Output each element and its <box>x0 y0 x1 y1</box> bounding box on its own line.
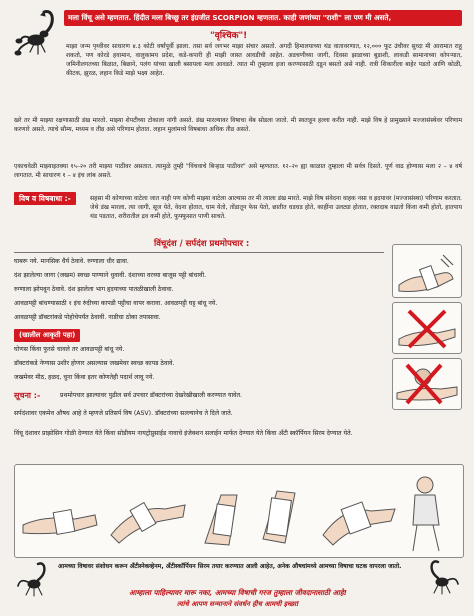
cross-mark-icon <box>393 303 461 353</box>
footer-line-1: आम्हाला पाहिल्यावर मारू नका, आमच्या विषाची गरज तुम्हाला जीवदानासाठी आहे! <box>129 588 347 597</box>
poison-heading: विष व विषबाधा :- <box>14 192 76 205</box>
firstaid-heading: विंचूदंश / सर्पदंश प्रथमोपचार : <box>154 239 250 249</box>
note-item: सर्पदंशावर एकमेव औषध आहे ते म्हणजे प्रतिसर्प विष (ASV). डॉक्टरांच्या सल्ल्यानेच ते दिले जाते. <box>14 410 233 417</box>
header-title-bar: मला विंचू असे म्हणतात. हिंदीत मला बिच्छू तर इंग्रजीत SCORPION म्हणतात. काही जणांच्या "राशी" ला पण मी असते, <box>64 10 462 26</box>
closing-text: आमच्या विषावर संशोधन करून ॲंटीस्नेकव्हेनम, ॲंटीस्कॉर्पियन सिरम तयार करण्यात आली आहेत, अनेक औषधांमध्ये आमच्या विषाचा घटक वापरला जातो. <box>58 563 402 570</box>
intro-paragraph-3: एकाचवेळी माझ्याइतक्या १५–२० तरी माझ्या पाठीवर असतात. त्यामुळे तुम्ही "विंचवाचे बिऱ्हाड पाठीवर" असे म्हणतात. १२–२० ह्या काळात तुम्हाला मी सर्वत्र दिसते. पूर्ण वाढ होण्यास मला २ – ४ वर्ष लागतात. मी साधारण १ – ४ इंच लांब असते. <box>14 163 462 180</box>
firstaid-item: घाबरू नये. मानसिक धैर्य ठेवावे. रुग्णाला धीर द्यावा. <box>14 258 129 265</box>
rashi-tag: "वृश्चिक"! <box>210 31 248 41</box>
note-item: प्रथमोपचार झाल्यावर पुढील सर्व उपचार डॉक्टरांच्या देखरेखीखाली करण्यात यावेत. <box>60 392 242 399</box>
document-page <box>14 6 462 610</box>
dont-item: जखमेवर मीठ, हळद, चुना किंवा इतर कोणतेही पदार्थ लावू नये. <box>14 374 155 381</box>
cross-mark-icon <box>393 359 461 409</box>
divider <box>14 252 384 253</box>
figure-no-suck <box>392 358 462 410</box>
firstaid-item: रुग्णाला झोपवून ठेवावे. दंश झालेला भाग हृदयाच्या पातळीखाली ठेवावा. <box>14 286 174 293</box>
figure-no-cut <box>392 302 462 354</box>
dont-heading: (खालील आकृती पहा) <box>14 329 80 342</box>
dont-item: घोणस किंवा फुरसे चावले तर आवळपट्टी बांधू नये. <box>14 346 125 353</box>
poison-text: सहसा मी कोणाच्या वाटेला जात नाही पण कोणी माझ्या वाटेला आल्यास तर मी त्याला डंख मारते. माझे विष संवेदना वाहक नसा व ह्रदयावर (मज्जासंस्था) परिणाम करतात. जेथे डंख मारला, त्या जागी, सूज येते, वेदना होतात, घाम येतो, तोंडातून फेस येतो, छातीत धडधड होते, काहींना उलट्या होतात, रक्तदाब वाढतो किंवा कमी होतो, हातपाय थंड पडतात, शरीरातील द्रव कमी होते, फुफ्फुसात पाणी साचते. <box>90 195 462 221</box>
hand-bandage-icon <box>393 245 461 297</box>
footer-line-2: त्यांचे आपण सन्मानाने संवर्धन हीच आमची इच्छा! <box>176 600 300 608</box>
figure-bandage-hand <box>392 244 462 298</box>
firstaid-item: आवळपट्टी डॉक्टरांकडे पोहोचेपर्यंत ठेवावी. नाडीचा ठोका तपासावा. <box>14 314 161 321</box>
first-aid-steps-illustration <box>15 465 463 557</box>
note-item: विंचू दंशावर प्राझोसिन गोळी देण्यात येते किंवा सोडीयम नायट्रोप्रुसाईड नावाचे इंजेक्शन सलाईन मार्फत देण्यात येते किंवा ॲंटी स्कॉर्पियन सिरम देण्यात येते. <box>14 430 353 437</box>
firstaid-item: दंश झालेल्या जागा (जखम) स्वच्छ पाण्याने धुवावी. दंशाच्या वरच्या बाजूस पट्टी बांधावी. <box>14 272 207 279</box>
note-heading: सूचना :- <box>14 391 41 400</box>
dont-item: डॉक्टरांकडे नेण्यास उशीर होणार असल्यास जखमेवर स्वच्छ कापड ठेवावे. <box>14 360 175 367</box>
scorpion-illustration-top <box>14 6 66 58</box>
firstaid-item: आवळपट्टी बांधण्यासाठी १ इंच रुंदीच्या कापडी पट्टीचा वापर करावा. आवळपट्टी घट्ट बांधू नये. <box>14 300 218 307</box>
intro-paragraph-1: माझा जन्म पृथ्वीवर साधारण ४.३ कोटी वर्षांपूर्वी झाला. तसा सर्व जगभर माझा संचार असतो. अगदी हिमालयाच्या थंड वातावरणात, १२,००० फूट उंचीवर सुध्दा मी आरामात राहू शकतो, पण कोरडे हवामान, वालुकामय प्रदेश, कडे-कपारी ही माझी जास्त आवडीची आहेत. अडचणीच्या जागी, दिवसा झाडाच्या बुडाशी, लाकडी सामानाच्या कोपऱ्यात, जमिनीलगतच्या बिळात, बिछाने, पलंग यांच्या खाली बसायला मला आवडते. त्यात मी तुम्हाला इजा करण्यासाठी दडून बसतो असे नाही. रात्री शिकारीला बाहेर पडतो आणि कोळी, कीटक, झुरळ, लहान किडे माझे भक्ष्य आहेत. <box>66 43 462 78</box>
figure-strip <box>14 464 464 558</box>
intro-paragraph-2: खरे तर मी माझ्या रक्षणासाठी डंख मारतो. माझ्या शेपटीच्या टोकाला नांगी असते. डंख मारल्यावर विषाचा थेंब सोडला जातो. मी स्वतःहून हल्ला करीत नाही. माझे विष हे प्रामुख्याने मज्जासंस्थेवर परिणाम करणारे असते. त्याचे सौम्य, मध्यम व तीव्र असे परिणाम होतात. लहान मुलांमध्ये विषबाधा अधिक तीव्र असते. <box>14 117 462 134</box>
